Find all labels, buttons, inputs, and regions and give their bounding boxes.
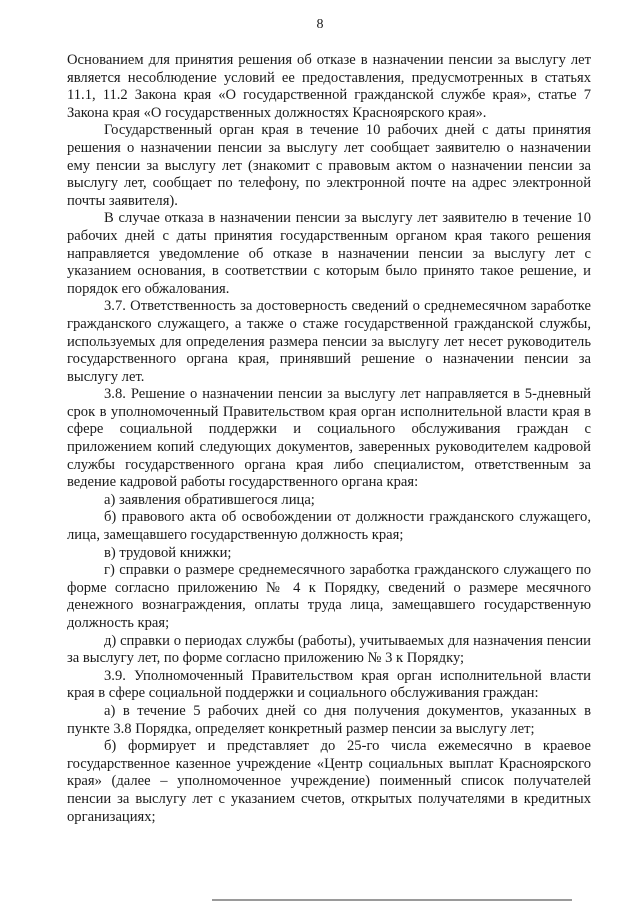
list-item-b-legal-act: б) правового акта об освобождении от должности гражданского служащего, лица, замещавшего государственную должность края; [67,509,591,544]
paragraph-notification-of-assignment: Государственный орган края в течение 10 рабочих дней с даты принятия решения о назначении пенсии за выслугу лет сообщает заявителю о назначении ему пенсии за выслугу лет (знакомит с правовым актом о назначении пенсии за выслугу лет, сообщает по телефону, по электронной почте на адрес электронной почты заявителя). [67,122,591,209]
scan-edge-line [212,899,572,901]
paragraph-refusal-grounds: Основанием для принятия решения об отказе в назначении пенсии за выслугу лет является несоблюдение условий ее предоставления, предусмотренных в статьях 11.1, 11.2 Закона края «О государственной гражданской службе края», статье 7 Закона края «О государственных должностях Красноярского края». [67,52,591,121]
paragraph-3-7-responsibility: 3.7. Ответственность за достоверность сведений о среднемесячном заработке гражданского служащего, а также о стаже государственной гражданской службы, используемых для определения размера пенсии за выслугу лет несет руководитель государственного органа края, принявший решение о назначении пенсии за выслугу лет. [67,298,591,385]
paragraph-3-8-decision: 3.8. Решение о назначении пенсии за выслугу лет направляется в 5-дневный срок в уполномоченный Правительством края орган исполнительной власти края в сфере социальной поддержки и социального обслуживания граждан с приложением копий следующих документов, заверенных руководителем кадровой службы государственного органа края либо специалистом, ответственным за ведение кадровой работы государственного органа края: [67,386,591,491]
list-item-g-earnings-certificate: г) справки о размере среднемесячного заработка гражданского служащего по форме согласно приложению № 4 к Порядку, сведений о размере месячного денежного вознаграждения, оплаты труда лица, замещавшего государственную должность края; [67,562,591,631]
list-item-b-recipient-list: б) формирует и представляет до 25-го числа ежемесячно в краевое государственное казенное учреждение «Центр социальных выплат Красноярского края» (далее – уполномоченное учреждение) поименный список получателей пенсии за выслугу лет с указанием счетов, открытых получателями в кредитных организациях; [67,738,591,825]
paragraph-notification-of-refusal: В случае отказа в назначении пенсии за выслугу лет заявителю в течение 10 рабочих дней с даты принятия государственным органом края такого решения направляется уведомление об отказе в назначении пенсии за выслугу лет с указанием основания, в соответствии с которым было принято такое решение, и порядок его обжалования. [67,210,591,297]
paragraph-3-9-authorized-body: 3.9. Уполномоченный Правительством края орган исполнительной власти края в сфере социальной поддержки и социального обслуживания граждан: [67,667,591,702]
page-number: 8 [316,17,324,32]
list-item-a-determine-amount: а) в течение 5 рабочих дней со дня получения документов, указанных в пункте 3.8 Порядка, определяет конкретный размер пенсии за выслугу лет; [67,702,591,737]
list-item-d-service-periods: д) справки о периодах службы (работы), учитываемых для назначения пенсии за выслугу лет, по форме согласно приложению № 3 к Порядку; [67,632,591,667]
list-item-a-application: а) заявления обратившегося лица; [104,491,315,508]
list-item-v-work-book: в) трудовой книжки; [104,544,232,561]
document-body [67,52,591,826]
